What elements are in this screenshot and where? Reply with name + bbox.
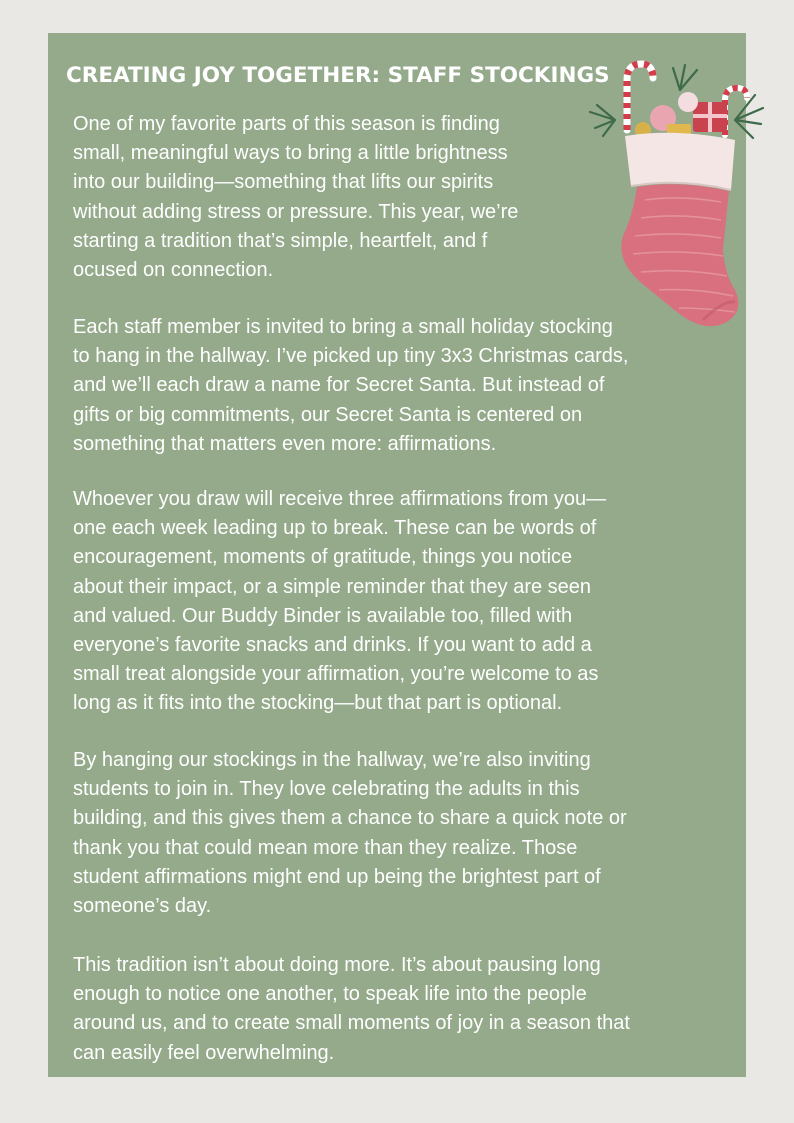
text-line: something that matters even more: affirmations. (73, 432, 497, 455)
text-line: small, meaningful ways to bring a little brightness (73, 142, 508, 165)
paragraph-4 (73, 746, 627, 921)
text-line: and we’ll each draw a name for Secret Santa. But instead of (73, 374, 605, 397)
text-line: Whoever you draw will receive three affirmations from you— (73, 488, 607, 510)
paragraph-1 (73, 110, 518, 285)
text-line: student affirmations might end up being the brightest part of (73, 865, 601, 888)
text-line: This tradition isn’t about doing more. It’s about pausing long (73, 954, 601, 976)
text-line: someone’s day. (73, 895, 212, 918)
paragraph-2 (73, 313, 628, 459)
text-line: Each staff member is invited to bring a small holiday stocking (73, 316, 613, 338)
text-line: can easily feel overwhelming. (73, 1041, 335, 1064)
text-line: thank you that could mean more than they realize. Those (73, 836, 578, 859)
text-line: and valued. Our Buddy Binder is available too, filled with (73, 604, 573, 627)
text-line: into our building—something that lifts our spirits (73, 171, 494, 194)
text-line: around us, and to create small moments of joy in a season that (73, 1012, 630, 1035)
page-title: CREATING JOY TOGETHER: STAFF STOCKINGS (66, 63, 610, 88)
paragraph-3 (73, 485, 606, 719)
text-line: long as it fits into the stocking—but that part is optional. (73, 692, 563, 715)
text-line: students to join in. They love celebrating the adults in this (73, 778, 580, 801)
text-line: ocused on connection. (73, 259, 274, 282)
text-line: building, and this gives them a chance to share a quick note or (73, 807, 627, 830)
text-line: One of my favorite parts of this season is finding (73, 113, 500, 135)
text-line: starting a tradition that’s simple, heartfelt, and f (73, 229, 488, 252)
text-line: everyone’s favorite snacks and drinks. If you want to add a (73, 634, 592, 657)
text-line: By hanging our stockings in the hallway, we’re also inviting (73, 749, 591, 771)
text-line: small treat alongside your affirmation, you’re welcome to as (73, 663, 599, 686)
text-line: without adding stress or pressure. This year, we’re (73, 200, 519, 223)
text-line: encouragement, moments of gratitude, things you notice (73, 546, 573, 569)
text-line: about their impact, or a simple reminder that they are seen (73, 575, 592, 598)
paragraph-5 (73, 951, 630, 1068)
christmas-stocking-icon (585, 50, 765, 335)
text-line: enough to notice one another, to speak life into the people (73, 983, 587, 1006)
text-line: one each week leading up to break. These can be words of (73, 517, 597, 540)
text-line: to hang in the hallway. I’ve picked up tiny 3x3 Christmas cards, (73, 345, 629, 368)
text-line: gifts or big commitments, our Secret Santa is centered on (73, 403, 583, 426)
